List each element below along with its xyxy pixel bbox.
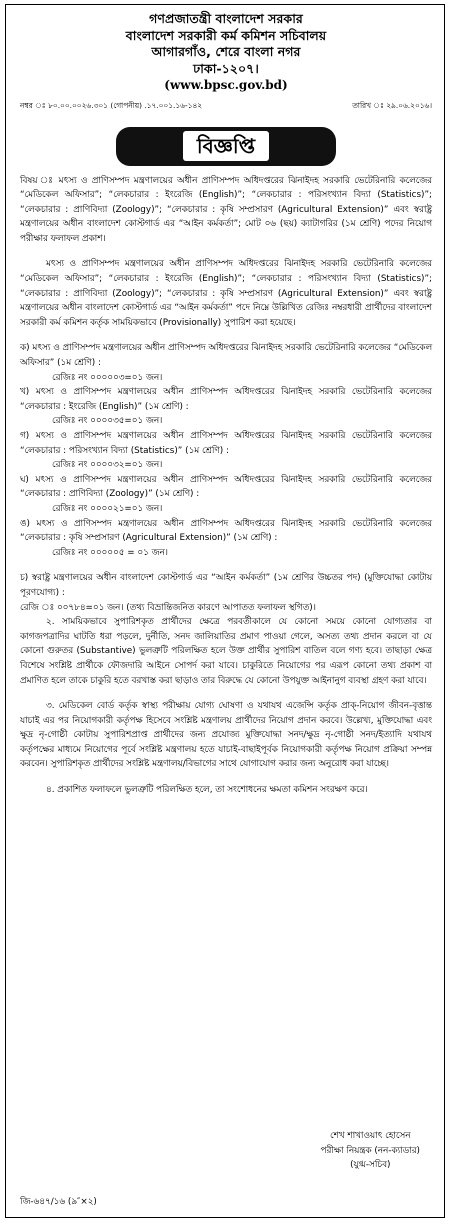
registration-number: রেজিঃ নং ০০০০০৩=০১ জন। (52, 372, 163, 383)
notice-title: বিজ্ঞপ্তি (183, 131, 269, 161)
list-item: ক) মৎস্য ও প্রাণিসম্পদ মন্ত্রণালয়ের অধীন প্রাণিসম্পদ অধিদপ্তরের ঝিনাইদহ সরকারি ভেটেরিনারি কলেজের “মেডিকেল অফিসার” (১ম শ্রেণি) : (20, 343, 432, 369)
list-item: খ) মৎস্য ও প্রাণিসম্পদ মন্ত্রণালয়ের অধীন প্রাণিসম্পদ অধিদপ্তরের ঝিনাইদহ সরকারি ভেটেরিনারি কলেজের “লেকচারার : ইংরেজি (English)” (১ম শ্রেণি) : (20, 387, 432, 412)
coastguard-registration: রেজি ঃ ০০৭৮৪=০১ জন। (তথ্য বিভ্রান্তিজনিত কারণে আপাতত ফলাফল স্থগিত)। (20, 602, 316, 613)
city-line: ঢাকা-১২০৭। (193, 60, 259, 76)
intro-paragraph: মৎস্য ও প্রাণিসম্পদ মন্ত্রণালয়ের অধীন প্রাণিসম্পদ অধিদপ্তরের ঝিনাইদহ সরকারি ভেটেরিনারি কলেজের “মেডিকেল অফিসার”; “লেকচারার : ইংরেজি (English)”; “লেকচারার : পরিসংখ্যান বিদ্যা (Statistics)”; “লেকচারার : প্রাণিবিদ্যা (Zoology)”; “লেকচারার : কৃষি সম্প্রসারণ (Agricultural Extension)” এবং স্বরাষ্ট্র মন্ত্রণালয়ের অধীন বাংলাদেশ কোস্টগার্ড এর “আইন কর্মকর্তা” পদে নিম্নে উল্লিখিত রেজিঃ নম্বরধারী প্রার্থীদের বাংলাদেশ সরকারী কর্ম কমিশন কর্তৃক সাময়িকভাবে (Provisionally) সুপারিশ করা হয়েছে। (20, 259, 432, 328)
registration-number: রেজিঃ নং ০০০০২১=০১ জন। (52, 503, 163, 514)
coastguard-item: চ) স্বরাষ্ট্র মন্ত্রণালয়ের অধীন বাংলাদেশ কোস্টগার্ড এর “আইন কর্মকর্তা” (১ম শ্রেণির উচ্চতর পদ) (মুক্তিযোদ্ধা কোটায় পূরণযোগ্য) : (20, 573, 432, 598)
print-code: জি-৬৪৭/১৬ (৯″×২) (20, 1197, 97, 1207)
notice-banner (116, 127, 336, 166)
appointment-paragraph: ৩. মেডিকেল বোর্ড কর্তৃক স্বাস্থ্য পরীক্ষায় যোগ্য ঘোষণা ও যথাযথ এজেন্সি কর্তৃক প্রাক্-নিয়োগ জীবন-বৃত্তান্ত যাচাই এর পর নিয়োগকারী কর্তৃপক্ষ হিসেবে সংশ্লিষ্ট মন্ত্রণালয় প্রার্থীদের নিয়োগ প্রদান করবে। উল্লেখ্য, মুক্তিযোদ্ধা এবং ক্ষুদ্র নৃ-গোষ্ঠী কোটায় সুপারিশপ্রাপ্ত প্রার্থীদের জন্য প্রযোজ্য মুক্তিযোদ্ধা সনদ/ক্ষুদ্র নৃ-গোষ্ঠী সনদ/ইত্যাদি যথাযথ কর্তৃপক্ষের মাধ্যমে নিয়োগের পূর্বে সংশ্লিষ্ট মন্ত্রণালয় হতে যাচাই-বাছাইপূর্বক নিয়োগকারী কর্তৃপক্ষ নিয়োগ প্রক্রিয়া সম্পন্ন করবেন। সুপারিশকৃত প্রার্থীদের সংশ্লিষ্ট মন্ত্রণালয়/বিভাগের সাথে যোগাযোগ করার জন্য অনুরোধ করা যাচ্ছে। (20, 701, 432, 770)
memo-date: তারিখ ঃ ২৯.০৬.২০১৬। (352, 100, 432, 110)
condition-paragraph: ২. সাময়িকভাবে সুপারিশকৃত প্রার্থীদের ক্ষেত্রে পরবর্তীকালে যে কোনো সময়ে কোনো যোগ্যতার বা কাগজপত্রাদির ঘাটতি ধরা পড়লে, দুর্নীতি, সনদ জালিয়াতির প্রমাণ পাওয়া গেলে, অসত্য তথ্য প্রদান করলে বা যে কোনো গুরুতর (Substantive) ভুলত্রুটি পরিলক্ষিত হলে উক্ত প্রার্থীর সুপারিশ বাতিল বলে গণ্য হবে। তাছাড়া ক্ষেত্র বিশেষে সংশ্লিষ্ট প্রার্থীকে ফৌজদারি আইনে সোপর্দ করা যাবে। চাকুরিতে নিয়োগের পর এরূপ কোনো তথ্য প্রকাশ বা প্রমাণিত হলে তাকে চাকুরি হতে বরখাস্ত করা ছাড়াও তার বিরুদ্ধে যে কোনো উপযুক্ত আইনানুগ ব্যবস্থা গ্রহণ করা যাবে। (20, 617, 432, 686)
registration-number: রেজিঃ নং ০০০০৩৫=০১ জন। (52, 416, 163, 427)
notice-document (5, 4, 445, 1218)
correction-paragraph: ৪. প্রকাশিত ফলাফলে ভুলত্রুটি পরিলক্ষিত হলে, তা সংশোধনের ক্ষমতা কমিশন সংরক্ষণ করে। (46, 785, 368, 796)
list-item: ঙ) মৎস্য ও প্রাণিসম্পদ মন্ত্রণালয়ের অধীন প্রাণিসম্পদ অধিদপ্তরের ঝিনাইদহ সরকারি ভেটেরিনারি কলেজের “লেকচারার : কৃষি সম্প্রসারণ (Agricultural Extension)” (১ম শ্রেণি) : (20, 518, 432, 544)
list-item: ঘ) মৎস্য ও প্রাণিসম্পদ মন্ত্রণালয়ের অধীন প্রাণিসম্পদ অধিদপ্তরের ঝিনাইদহ সরকারি ভেটেরিনারি কলেজের “লেকচারার : প্রাণিবিদ্যা (Zoology)” (১ম শ্রেণি) : (20, 474, 432, 500)
signatory-name: শেখ শাখাওয়াৎ হোসেন (330, 1131, 411, 1142)
signatory-title: পরীক্ষা নিয়ন্ত্রক (নন-ক্যাডার) (320, 1145, 420, 1156)
registration-number: রেজিঃ নং ০০০০৩২=০১ জন। (52, 460, 163, 471)
registration-number: রেজিঃ নং ০০০০০৫ = ০১ জন। (52, 547, 168, 558)
govt-name: গণপ্রজাতন্ত্রী বাংলাদেশ সরকার (149, 11, 303, 26)
memo-number: নম্বর ঃ ৮০.০০.০০২৬.৩০১ (গোপনীয়) .১৭.০০১.১৬-১৪২ (20, 100, 203, 110)
list-item: গ) মৎস্য ও প্রাণিসম্পদ মন্ত্রণালয়ের অধীন প্রাণিসম্পদ অধিদপ্তরের ঝিনাইদহ সরকারি ভেটেরিনারি কলেজের “লেকচারার : পরিসংখ্যান বিদ্যা (Statistics)” (১ম শ্রেণি) : (20, 431, 432, 456)
result-list (20, 341, 432, 560)
address-line: আগারগাঁও, শেরে বাংলা নগর (151, 44, 301, 59)
memo-row (20, 101, 432, 113)
letterhead (20, 11, 432, 94)
website-link[interactable]: (www.bpsc.gov.bd) (164, 78, 288, 92)
signatory-rank: (যুগ্ম-সচিব) (350, 1160, 391, 1171)
signature-block (321, 1129, 420, 1173)
office-name: বাংলাদেশ সরকারী কর্ম কমিশন সচিবালয় (125, 27, 327, 43)
subject-paragraph: বিষয় ঃ মৎস্য ও প্রাণিসম্পদ মন্ত্রণালয়ের অধীন প্রাণিসম্পদ অধিদপ্তরের ঝিনাইদহ সরকারি ভেটেরিনারি কলেজের “মেডিকেল অফিসার”; “লেকচারার : ইংরেজি (English)”; “লেকচারার : পরিসংখ্যান বিদ্যা (Statistics)”; “লেকচারার : প্রাণিবিদ্যা (Zoology)”; “লেকচারার : কৃষি সম্প্রসারণ (Agricultural Extension)” এবং স্বরাষ্ট্র মন্ত্রণালয়ের অধীন বাংলাদেশ কোস্টগার্ড এর “আইন কর্মকর্তা”; মোট ০৬ (ছয়) ক্যাটাগরির (১ম শ্রেণি) পদের নিয়োগ পরীক্ষার ফলাফল প্রকাশ। (20, 175, 432, 244)
